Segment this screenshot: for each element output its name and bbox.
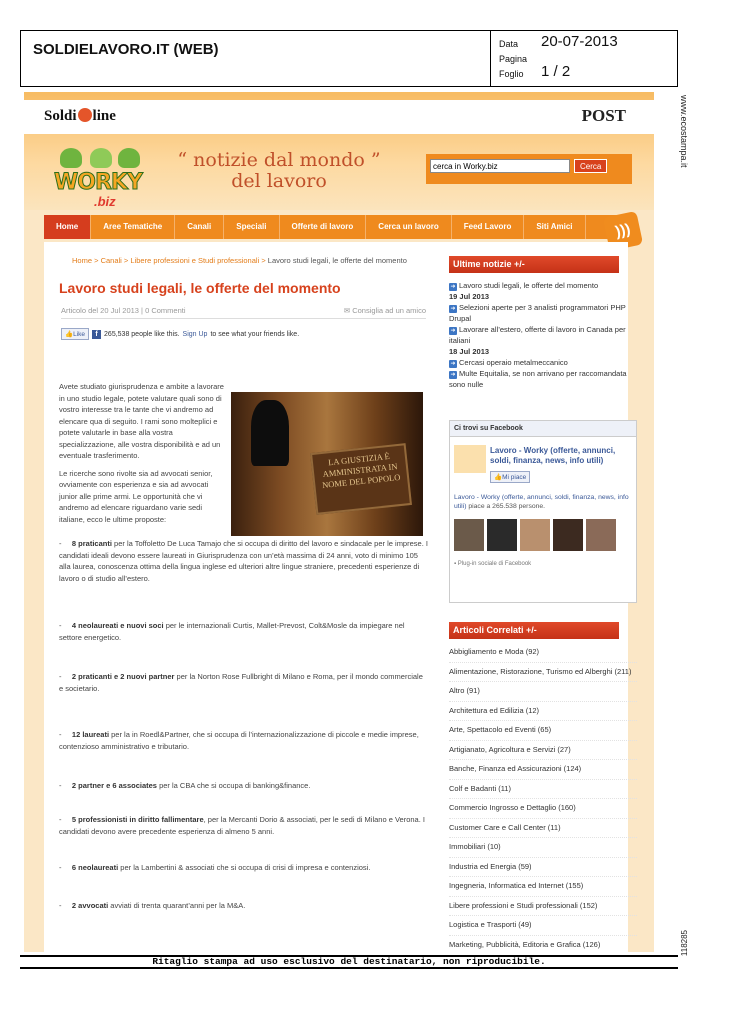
news-item[interactable] — [449, 302, 639, 324]
related-item[interactable]: Immobiliari (10) — [449, 838, 637, 858]
mi-piace-button[interactable] — [490, 471, 530, 483]
facebook-icon: ▪ — [454, 561, 458, 567]
item-bold: 8 praticanti — [71, 539, 112, 548]
search-box — [426, 154, 632, 184]
related-item[interactable]: Altro (91) — [449, 682, 637, 702]
nav-feed-lavoro[interactable]: Feed Lavoro — [452, 215, 525, 239]
side-url: www.ecostampa.it — [679, 95, 689, 168]
data-label: Data — [499, 39, 519, 49]
mail-icon: ✉ — [343, 306, 353, 315]
related-item[interactable]: Abbigliamento e Moda (92) — [449, 643, 637, 663]
arrow-icon: ➜ — [450, 361, 456, 367]
facebook-plugin-text: Plug-in sociale di Facebook — [457, 561, 532, 567]
search-input[interactable] — [430, 159, 570, 173]
item-bold: 5 professionisti in diritto fallimentare — [71, 815, 204, 824]
item-text: avviati di trenta quarant’anni per la M&A. — [108, 901, 246, 910]
news-date: 18 Jul 2013 — [449, 347, 490, 356]
related-item[interactable]: Ingegneria, Informatica ed Internet (155) — [449, 877, 637, 897]
like-button-label: Like — [73, 331, 86, 338]
like-count: 265,538 people like this. — [104, 330, 180, 338]
facebook-icon: f — [92, 330, 101, 339]
list-item: - 6 neolaureati per la Lambertini & associati che si occupa di crisi di impresa e contenziosi. — [59, 863, 371, 872]
related-item[interactable]: Customer Care e Call Center (11) — [449, 819, 637, 839]
article-date-comments: Articolo del 20 Jul 2013 | 0 Commenti — [61, 306, 186, 315]
intro-paragraph-2: Le ricerche sono rivolte sia ad avvocati senior, ovviamente con esperienza e sia ad avvocati junior alle prime armi. Le opportunità che vi andremo ad elencare riguardano varie sedi italiane, ecco le ultime proposte: — [59, 468, 213, 524]
soldi-logo-text: Soldi — [44, 108, 77, 124]
chef-hat-icon — [90, 148, 112, 168]
share-label: Consiglia ad un amico — [352, 306, 426, 315]
item-text: per la Toffoletto De Luca Tamajo che si occupa di diritto del lavoro e sindacale per le imprese. I candidati ideali devono essere laureati in Giurisprudenza con un’età massima di 24 anni, voto di minimo 105 alla laurea, conoscenza ottima della lingua inglese ed ulteriori altre lingue straniere, precedenti esperienze di lavoro o di studio all’estero. — [59, 539, 428, 583]
list-item: - 2 partner e 6 associates per la CBA che si occupa di banking&finance. — [59, 781, 311, 790]
news-text: Cercasi operaio metalmeccanico — [459, 358, 568, 367]
press-source: SOLDIELAVORO.IT (WEB) — [21, 31, 491, 86]
related-item[interactable]: Arte, Spettacolo ed Eventi (65) — [449, 721, 637, 741]
thumbs-up-icon: 👍 — [494, 474, 503, 481]
worky-biz-text: .biz — [94, 194, 116, 209]
tagline-line-2: del lavoro — [231, 170, 327, 192]
related-item[interactable]: Marketing, Pubblicità, Editoria e Grafica (126) — [449, 936, 637, 953]
mi-piace-label: Mi piace — [502, 474, 527, 481]
list-item: - 8 praticanti per la Toffoletto De Luca Tamajo che si occupa di diritto del lavoro e sindacale per le imprese. I candidati ideali devono essere laureati in Giurisprudenza con un’età massima di 24 anni, voto di minimo 105 alla laurea, conoscenza ottima della lingua inglese ed ulteriori altre lingue straniere, precedenti esperienze di lavoro o di studio all’estero. — [59, 539, 428, 583]
related-item[interactable]: Colf e Badanti (11) — [449, 780, 637, 800]
related-item[interactable]: Architettura ed Edilizia (12) — [449, 702, 637, 722]
like-button[interactable] — [61, 328, 89, 340]
facebook-page-thumbnail[interactable] — [454, 445, 486, 473]
press-header — [20, 30, 678, 87]
item-bold: 2 praticanti e 2 nuovi partner — [71, 672, 175, 681]
related-item[interactable]: Logistica e Trasporti (49) — [449, 916, 637, 936]
arrow-icon: ➜ — [450, 284, 456, 290]
item-bold: 2 partner e 6 associates — [71, 781, 157, 790]
list-item: - 12 laureati per la in Roedl&Partner, che si occupa di l’internazionalizzazione di piccole e medie imprese, contenzioso amministrativo e tributario. — [59, 730, 419, 751]
related-item[interactable]: Banche, Finanza ed Assicurazioni (124) — [449, 760, 637, 780]
worky-logo[interactable] — [54, 142, 146, 212]
facebook-page-link[interactable]: Lavoro - Worky (offerte, annunci, soldi, finanza, news, info utili) — [454, 494, 629, 510]
news-item[interactable] — [449, 280, 639, 291]
article-meta — [61, 306, 426, 319]
item-text: per la Lambertini & associati che si occupa di crisi di impresa e contenziosi. — [118, 863, 371, 872]
like-suffix: to see what your friends like. — [210, 330, 300, 338]
crumb-section[interactable]: Libere professioni e Studi professionali — [130, 256, 260, 265]
item-bold: 12 laureati — [71, 730, 110, 739]
crumb-canali[interactable]: Canali — [100, 256, 122, 265]
site-tagline — [174, 150, 384, 192]
list-item: - 2 praticanti e 2 nuovi partner per la Norton Rose Fullbright di Milano e Roma, per il mondo commerciale e societario. — [59, 672, 423, 693]
content-area — [44, 242, 632, 952]
facebook-widget-header: Ci trovi su Facebook — [450, 421, 636, 437]
thumbs-up-icon: 👍 — [65, 331, 74, 338]
facebook-page-name[interactable]: Lavoro - Worky (offerte, annunci, soldi, finanza, news, info utili) — [490, 446, 616, 465]
avatar[interactable] — [520, 519, 550, 551]
foglio-value: 1 / 2 — [541, 63, 571, 80]
side-code: 118285 — [680, 930, 689, 957]
courtroom-plaque: LA GIUSTIZIA È AMMINISTRATA IN NOME DEL POPOLO — [310, 443, 412, 515]
item-text: per la in Roedl&Partner, che si occupa di l’internazionalizzazione di piccole e medie imprese, contenzioso amministrativo e tributario. — [59, 730, 419, 751]
latest-news-list — [449, 280, 639, 390]
crumb-current: Lavoro studi legali, le offerte del momento — [267, 256, 407, 265]
logo-circle-icon — [78, 108, 92, 122]
news-text: Multe Equitalia, se non arrivano per raccomandata sono nulle — [449, 369, 627, 389]
item-bold: 6 neolaureati — [71, 863, 119, 872]
item-bold: 4 neolaureati e nuovi soci — [71, 621, 164, 630]
facebook-likes-text — [454, 493, 634, 511]
facebook-like-bar — [61, 328, 299, 340]
brand-bar — [24, 100, 654, 134]
tagline-line-1: “ notizie dal mondo ” — [177, 149, 381, 171]
nav-canali[interactable]: Canali — [175, 215, 224, 239]
nav-siti-amici[interactable]: Siti Amici — [524, 215, 585, 239]
list-item: - 2 avvocati avviati di trenta quarant’anni per la M&A. — [59, 901, 246, 910]
article-title: Lavoro studi legali, le offerte del momento — [59, 280, 341, 296]
news-text: Lavorare all’estero, offerte di lavoro in Canada per italiani — [449, 325, 626, 345]
chef-hat-icon — [118, 148, 140, 168]
press-meta — [491, 31, 677, 86]
nav-speciali[interactable]: Speciali — [224, 215, 279, 239]
facebook-fans — [454, 519, 616, 551]
avatar[interactable] — [553, 519, 583, 551]
foglio-label: Foglio — [499, 69, 524, 79]
facebook-likes-count: piace a 265.538 persone. — [466, 503, 546, 510]
related-item[interactable]: Artigianato, Agricoltura e Servizi (27) — [449, 741, 637, 761]
avatar[interactable] — [454, 519, 484, 551]
chef-hat-icon — [60, 148, 82, 168]
related-articles-header[interactable]: Articoli Correlati +/- — [449, 622, 619, 639]
news-item[interactable] — [449, 357, 639, 368]
arrow-icon: ➜ — [450, 306, 456, 312]
related-articles-list — [449, 643, 637, 952]
latest-news-header[interactable]: Ultime notizie +/- — [449, 256, 619, 273]
related-item[interactable]: Alimentazione, Ristorazione, Turismo ed Alberghi (211) — [449, 663, 637, 683]
related-item[interactable]: Industria ed Energia (59) — [449, 858, 637, 878]
item-text: , per la Mercanti Dorio & associati, per le sedi di Milano e Verona. I candidati devono avere precedente esperienza di almeno 5 anni. — [59, 815, 425, 836]
breadcrumb: Home > Canali > Libere professioni e Studi professionali > Lavoro studi legali, le offerte del momento — [72, 256, 407, 265]
related-item[interactable]: Commercio Ingrosso e Dettaglio (160) — [449, 799, 637, 819]
pagina-label: Pagina — [499, 54, 528, 64]
news-item[interactable] — [449, 324, 639, 346]
item-text: per la CBA che si occupa di banking&finance. — [156, 781, 311, 790]
facebook-widget — [449, 420, 637, 603]
nav-cerca-un-lavoro[interactable]: Cerca un lavoro — [366, 215, 451, 239]
avatar[interactable] — [487, 519, 517, 551]
clipping-disclaimer: Ritaglio stampa ad uso esclusivo del destinatario, non riproducibile. — [20, 955, 678, 969]
rss-feed-icon[interactable]: ))) — [603, 211, 643, 251]
search-button[interactable]: Cerca — [574, 159, 607, 173]
courtroom-photo — [231, 392, 423, 536]
data-value: 20-07-2013 — [541, 33, 618, 50]
soldionline-logo[interactable] — [44, 108, 116, 125]
facebook-plugin-label — [454, 561, 531, 567]
avatar[interactable] — [586, 519, 616, 551]
post-logo[interactable]: POST — [581, 106, 626, 125]
news-text: Selezioni aperte per 3 analisti programmatori PHP Drupal — [449, 303, 626, 323]
news-text: Lavoro studi legali, le offerte del momento — [459, 281, 599, 290]
item-text: per la Norton Rose Fullbright di Milano e Roma, per il mondo commerciale e societario. — [59, 672, 423, 693]
signup-link[interactable]: Sign Up — [182, 330, 208, 338]
item-bold: 2 avvocati — [71, 901, 109, 910]
line-logo-text: line — [92, 108, 116, 124]
intro-paragraph-1: Avete studiato giurisprudenza e ambite a lavorare in uno studio legale, potete valutare quali sono di vostro interesse tra le tante che vi andremo ad elencare qua di seguito. I rami sono molteplici e potete valutarle in base alla vostra specializzazione, alle vostra disponibilità e ad un eventuale trasferimento. — [59, 382, 224, 460]
news-date: 19 Jul 2013 — [449, 292, 490, 301]
crumb-home[interactable]: Home — [72, 256, 93, 265]
nav-home[interactable]: Home — [44, 215, 91, 239]
arrow-icon: ➜ — [450, 372, 456, 378]
list-item: - 4 neolaureati e nuovi soci per le internazionali Curtis, Mallet-Prevost, Colt&Mosle da impiegare nel settore energetico. — [59, 621, 405, 642]
share-link[interactable] — [344, 306, 426, 315]
item-text: per le internazionali Curtis, Mallet-Prevost, Colt&Mosle da impiegare nel settore energetico. — [59, 621, 405, 642]
lawyer-robe-shape — [251, 400, 289, 466]
nav-offerte-di-lavoro[interactable]: Offerte di lavoro — [280, 215, 367, 239]
news-item[interactable] — [449, 368, 639, 390]
list-item: - 5 professionisti in diritto fallimentare, per la Mercanti Dorio & associati, per le sedi di Milano e Verona. I candidati devono avere precedente esperienza di almeno 5 anni. — [59, 815, 425, 836]
nav-aree-tematiche[interactable]: Aree Tematiche — [91, 215, 175, 239]
article-intro — [59, 381, 224, 531]
arrow-icon: ➜ — [450, 328, 456, 334]
web-capture — [24, 92, 654, 952]
main-nav — [44, 215, 628, 239]
related-item[interactable]: Libere professioni e Studi professionali (152) — [449, 897, 637, 917]
worky-logo-text: WORKY — [54, 170, 142, 195]
